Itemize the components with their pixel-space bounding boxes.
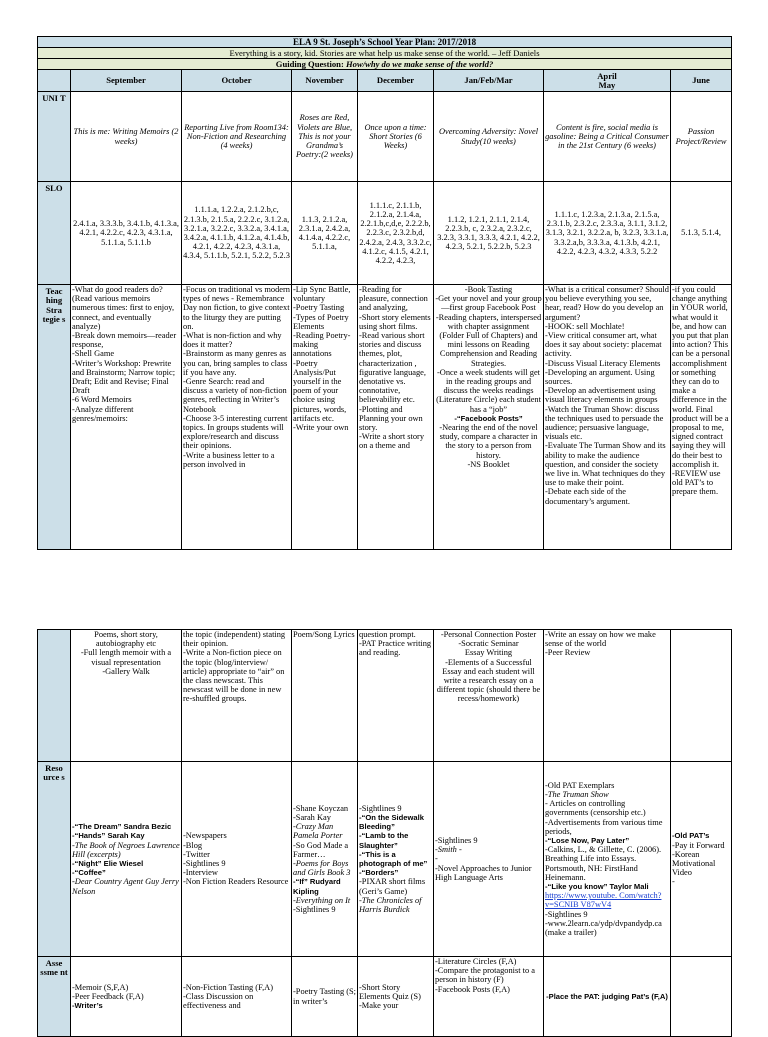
resource-item: - bbox=[672, 877, 675, 887]
assessment-item: -Poetry Tasting (S; in writer’s bbox=[293, 987, 356, 1006]
teaching-december bbox=[358, 285, 434, 550]
teaching-item: -Write a short story on a theme and bbox=[359, 432, 425, 451]
resources-september bbox=[71, 762, 182, 957]
resource-item: -Old PAT Exemplars bbox=[545, 780, 615, 790]
resource-item: -Korean Motivational Video bbox=[672, 849, 716, 878]
resource-item: - bbox=[435, 854, 438, 864]
resource-item: -Shane Koyczan bbox=[293, 803, 349, 813]
row-label-resources: Reso urce s bbox=[38, 762, 71, 957]
assessment-item: -Facebook Posts (F,A) bbox=[435, 984, 510, 994]
resource-item: -“Like you know” Taylor Mali bbox=[545, 882, 649, 891]
teaching-item: -Genre Search: read and discuss a variety of non-fiction genres, reflecting in Writer’s Notebook bbox=[183, 377, 287, 414]
assessment-item: -Make your bbox=[359, 1001, 399, 1011]
teaching-item: -Writer’s Workshop: Prewrite and Brainstorm; Narrow topic; Draft; Edit and Revise; Final Draft bbox=[72, 358, 176, 396]
teaching-item: -What is a critical consumer? Should you believe everything you see, hear, read? How do you develop an argument? bbox=[545, 285, 669, 322]
teaching-cont-jan-feb-mar bbox=[434, 630, 544, 762]
teaching-item: -Personal Connection Poster bbox=[440, 630, 537, 639]
teaching-item: -Read various short stories and discuss themes, plot, characterization , figurative language, denotative vs. connotative, believability etc. bbox=[359, 331, 426, 405]
teaching-item: -Write your own bbox=[293, 423, 349, 433]
teaching-item: -Elements of a Successful Essay and each student will write a research essay on a different topic (should there be recess/homework) bbox=[436, 657, 541, 704]
assessment-item: -Class Discussion on effectiveness and bbox=[183, 991, 254, 1011]
teaching-item: -Developing an argument. Using sources. bbox=[545, 367, 655, 387]
unit-september: This is me: Writing Memoirs (2 weeks) bbox=[71, 92, 182, 182]
resource-item: -Sightlines 9 bbox=[545, 909, 588, 919]
assessment-item: -Short Story Elements Quiz (S) bbox=[359, 982, 421, 1001]
resource-item: - Articles on controlling governments (censorship etc.) bbox=[545, 799, 646, 818]
teaching-item: -“Facebook Posts” bbox=[454, 413, 523, 423]
resource-item: -Sightlines 9 bbox=[359, 803, 402, 813]
resources-june bbox=[671, 762, 732, 957]
teaching-cont-october bbox=[182, 630, 292, 762]
teaching-item: -Evaluate The Turman Show and its ability to make the audience question, and consider the society we live in. What techniques do they use to make their point. bbox=[545, 441, 666, 488]
teaching-item: -Write a business letter to a person involved in bbox=[183, 450, 275, 469]
teaching-item: -Gallery Walk bbox=[102, 666, 150, 676]
teaching-september bbox=[71, 285, 182, 550]
teaching-item: -Short story elements using short films. bbox=[359, 312, 431, 331]
resource-item: -“The Dream” Sandra Bezic bbox=[72, 822, 172, 832]
teaching-item: -Book Tasting bbox=[464, 285, 513, 294]
teaching-item: -What do good readers do? (Read various memoirs numerous times: first to enjoy, connect, and eventually analyze) bbox=[72, 285, 175, 331]
teaching-item: -Reading chapters, interspersed with chapter assignment (Folder Full of Chapters) and mini lessons on Reading Comprehension and Reading Strategies. bbox=[435, 312, 542, 368]
teaching-item: -Write an essay on how we make sense of the world bbox=[545, 630, 656, 649]
resource-item: -Sightlines 9 bbox=[183, 859, 226, 868]
teaching-item: -Poetry Tasting bbox=[293, 303, 345, 313]
resource-item: -Non Fiction Readers Resource bbox=[183, 877, 289, 887]
resource-item: -“If” Rudyard Kipling bbox=[293, 877, 341, 896]
teaching-item: -Once a week students will get in the reading groups and discuss the weeks readings (Literature Circle) each student has a “job” bbox=[436, 367, 541, 414]
teaching-jan-feb-mar bbox=[434, 285, 544, 550]
teaching-item: -What is non-fiction and why does it matter? bbox=[183, 331, 282, 350]
teaching-item: question prompt. bbox=[359, 630, 416, 639]
unit-october: Reporting Live from Room134: Non-Fiction and Researching (4 weeks) bbox=[182, 92, 292, 182]
teaching-item: -Develop an advertisement using visual literacy elements in groups bbox=[545, 386, 658, 405]
teaching-item: -Shell Game bbox=[72, 349, 115, 359]
month-jan-feb-mar: Jan/Feb/Mar bbox=[434, 70, 544, 92]
page-title: ELA 9 St. Joseph’s School Year Plan: 2017/2018 bbox=[38, 37, 732, 48]
teaching-item: -Plotting and Planning your own story. bbox=[359, 404, 423, 433]
year-plan-table-page-2 bbox=[37, 629, 732, 1037]
teaching-item: Essay Writing bbox=[464, 648, 513, 658]
resource-item: -“Lamb to the Slaughter” bbox=[359, 831, 409, 850]
assessment-item: -Place the PAT: judging Pat’s (F,A) bbox=[546, 991, 668, 1001]
teaching-item: -HOOK: sell Mochlate! bbox=[545, 321, 625, 331]
corner-cell bbox=[38, 70, 71, 92]
row-label-teaching-strategies: Teac hing Stra tegie s bbox=[38, 285, 71, 550]
row-label-assessment: Asse ssme nt bbox=[38, 957, 71, 1037]
teaching-item: -Watch the Truman Show: discuss the techniques used to persuade the audience; persuasive language, visuals etc. bbox=[545, 404, 664, 442]
resource-item: -“On the Sidewalk Bleeding” bbox=[359, 812, 424, 832]
teaching-item: Poem/Song Lyrics bbox=[293, 630, 355, 639]
slo-april-may: 1.1.1.c, 1.2.3.a, 2.1.3.a, 2.1.5.a, 2.3.1.b, 2.3.2.c, 2.3.3.a, 3.1.1, 3.1.2, 3.1.3, 3.2.1, 3.2.2.a, b, 3.2.3, 3.3.1.a, 3.3.2.a,b, 3.3.3.a, 4.1.3.b, 4.2.1, 4.2.2, 4.2.3, 4.3.2, 4.3.3, 5.2.2 bbox=[544, 182, 671, 285]
teaching-cont-november bbox=[292, 630, 358, 762]
teaching-item: -Debate each side of the documentary’s argument. bbox=[545, 487, 630, 506]
assessment-september bbox=[71, 957, 182, 1037]
teaching-item: -Nearing the end of the novel study, compare a character in the story to a person from history. bbox=[439, 423, 538, 460]
resources-december bbox=[358, 762, 434, 957]
teaching-item: -Write a Non-fiction piece on the topic (blog/interview/ article) appropriate to “air” on the class newscast. This newscast will be done in new re-shuffled groups. bbox=[183, 648, 285, 704]
teaching-cont-september bbox=[71, 630, 182, 762]
resource-item: -Blog bbox=[183, 840, 203, 850]
month-april-may bbox=[544, 70, 671, 92]
teaching-item: -View critical consumer art, what does it say about society: placemat activity. bbox=[545, 331, 662, 359]
teaching-item: -Brainstorm as many genres as you can, bring samples to class if you have any. bbox=[183, 349, 288, 377]
assessment-item: -Non-Fiction Tasting (F,A) bbox=[183, 982, 274, 992]
resource-item: -Crazy Man Pamela Porter bbox=[293, 822, 343, 841]
assessment-december bbox=[358, 957, 434, 1037]
resource-item: -“Borders” bbox=[359, 868, 399, 878]
assessment-june bbox=[671, 957, 732, 1037]
resources-jan-feb-mar bbox=[434, 762, 544, 957]
guiding-question bbox=[38, 59, 732, 70]
row-label-teaching-continued bbox=[38, 630, 71, 762]
teaching-april-may bbox=[544, 285, 671, 550]
unit-jan-feb-mar: Overcoming Adversity: Novel Study(10 weeks) bbox=[434, 92, 544, 182]
teaching-item: -Peer Review bbox=[545, 648, 591, 658]
teaching-item: -Break down memoirs—reader response, bbox=[72, 331, 177, 350]
resources-november bbox=[292, 762, 358, 957]
resource-item: -Calkins, L., & Gillette, C. (2006). Breathing Life into Essays. Portsmouth, NH: FirstHand Heinemann. bbox=[545, 845, 662, 882]
assessment-item: -Compare the protagonist to a person in history (F) bbox=[435, 966, 536, 985]
assessment-jan-feb-mar bbox=[434, 957, 544, 1037]
slo-september: 2.4.1.a, 3.3.3.b, 3.4.1.b, 4.1.3.a, 4.2.1, 4.2.2.c, 4.2.3, 4.3.1.a, 5.1.1.a, 5.1.1.b bbox=[71, 182, 182, 285]
month-june: June bbox=[671, 70, 732, 92]
unit-november: Roses are Red, Violets are Blue, This is not your Grandma’s Poetry:(2 weeks) bbox=[292, 92, 358, 182]
month-december: December bbox=[358, 70, 434, 92]
assessment-october bbox=[182, 957, 292, 1037]
teaching-item: -Lip Sync Battle, voluntary bbox=[293, 285, 351, 304]
resource-item: -Twitter bbox=[183, 849, 210, 859]
assessment-item: -Memoir (S,F,A) bbox=[72, 982, 129, 992]
assessment-item: -Peer Feedback (F,A) bbox=[72, 991, 144, 1001]
teaching-item: -Types of Poetry Elements bbox=[293, 312, 349, 331]
teaching-item: -Focus on traditional vs modern types of news - Remembrance Day non fiction, to give context to the liturgy they are putting on. bbox=[183, 285, 290, 331]
slo-november: 1.1.3, 2.1.2.a, 2.3.1.a, 2.4.2.a, 4.1.4.a, 4.2.2.c, 5.1.1.a, bbox=[292, 182, 358, 285]
row-label-slo: SLO bbox=[38, 182, 71, 285]
teaching-item: -Socratic Seminar bbox=[458, 639, 519, 649]
row-label-unit: UNI T bbox=[38, 92, 71, 182]
month-september: September bbox=[71, 70, 182, 92]
resources-october bbox=[182, 762, 292, 957]
youtube-link[interactable]: https://www.youtube. Com/watch?v=SCNIB V87wV4 bbox=[545, 891, 662, 910]
teaching-item: -6 Word Memoirs bbox=[72, 395, 132, 405]
slo-june: 5.1.3, 5.1.4, bbox=[671, 182, 732, 285]
resource-item: -Newspapers bbox=[183, 831, 227, 841]
resources-april-may bbox=[544, 762, 671, 957]
guiding-question-label: Guiding Question: bbox=[275, 59, 344, 69]
teaching-cont-december bbox=[358, 630, 434, 762]
month-may: May bbox=[598, 79, 616, 90]
month-april: April bbox=[597, 70, 617, 81]
resource-item: -Interview bbox=[183, 868, 218, 878]
teaching-item: -Get your novel and your group—first group Facebook Post bbox=[435, 294, 542, 313]
teaching-item: -Analyze different genres/memoirs: bbox=[72, 404, 134, 423]
slo-jan-feb-mar: 1.1.2, 1.2.1, 2.1.1, 2.1.4, 2.2.3.b, c, 2.3.2.a, 2.3.2.c, 3.2.3, 3.3.1, 3.3.3, 4.2.1, 4.2.2, 4.2.3, 5.2.1, 5.2.2.b, 5.2.3 bbox=[434, 182, 544, 285]
unit-june: Passion Project/Review bbox=[671, 92, 732, 182]
teaching-item: -Reading for pleasure, connection and analyzing, bbox=[359, 285, 428, 313]
teaching-item: -if you could change anything in YOUR world, what would it be, and how can you put that plan into action? This can be a personal accomplishment or something they can do to make a difference in the world. Final product will be a proposal to me, signed contract saying they will do their best to accomplish it. bbox=[672, 285, 730, 469]
teaching-item: -Discuss Visual Literacy Elements bbox=[545, 358, 661, 368]
teaching-item: -NS Booklet bbox=[467, 459, 510, 469]
resource-item: -Pay it Forward bbox=[672, 840, 725, 850]
resource-item: -Sightlines 9 bbox=[435, 835, 478, 845]
assessment-item: -Literature Circles (F,A) bbox=[435, 957, 517, 966]
teaching-june bbox=[671, 285, 732, 550]
resource-item: -PIXAR short films (Geri’s Game) bbox=[359, 877, 426, 896]
opening-quote: Everything is a story, kid. Stories are what help us make sense of the world. – Jeff Daniels bbox=[38, 48, 732, 59]
resource-item: -www.2learn.ca/ydp/dvpandydp.ca (make a trailer) bbox=[545, 918, 662, 938]
assessment-item: -Writer’s bbox=[72, 1001, 103, 1011]
resource-item: -Sightlines 9 bbox=[293, 905, 336, 915]
month-october: October bbox=[182, 70, 292, 92]
resource-item: -Sarah Kay bbox=[293, 812, 331, 822]
resource-item: -“Hands” Sarah Kay bbox=[72, 831, 145, 841]
teaching-cont-april-may bbox=[544, 630, 671, 762]
unit-december: Once upon a time: Short Stories (6 Weeks) bbox=[358, 92, 434, 182]
teaching-item: -Choose 3-5 interesting current topics. In groups students will explore/research and discuss their opinions. bbox=[183, 413, 288, 451]
unit-april-may: Content is fire, social media is gasoline: Being a Critical Consumer in the 21st Century (6 weeks) bbox=[544, 92, 671, 182]
resource-item: -Old PAT’s bbox=[672, 831, 710, 841]
resource-item: -The Chronicles of Harris Burdick bbox=[359, 895, 422, 915]
month-november: November bbox=[292, 70, 358, 92]
resource-item: -The Truman Show bbox=[545, 789, 609, 799]
teaching-cont-june bbox=[671, 630, 732, 762]
resource-item: -“Night” Elie Wiesel bbox=[72, 859, 144, 868]
assessment-november bbox=[292, 957, 358, 1037]
resource-item: -“Coffee” bbox=[72, 868, 106, 878]
resource-item: -Smith - bbox=[435, 845, 462, 855]
resource-item: -The Book of Negroes Lawrence Hill (excerpts) bbox=[72, 840, 180, 859]
teaching-item: the topic (independent) stating their opinion. bbox=[183, 630, 286, 649]
resource-item: -So God Made a Farmer… bbox=[293, 840, 349, 859]
teaching-item: -REVIEW use old PAT’s to prepare them. bbox=[672, 469, 721, 497]
teaching-item: -Poetry Analysis/Put yourself in the poem of your choice using pictures, words, artifacts etc. bbox=[293, 358, 347, 423]
resource-item: -Everything on It bbox=[293, 895, 351, 905]
resource-item: -Dear Country Agent Guy Jerry Nelson bbox=[72, 877, 179, 896]
slo-october: 1.1.1.a, 1.2.2.a, 2.1.2.b,c, 2.1.3.b, 2.1.5.a, 2.2.2.c, 3.1.2.a, 3.2.1.a, 3.2.2.c, 3.3.2.a, 3.4.1.a, 3.4.2.a, 4.1.1.b, 4.1.2.a, 4.1.4.b, 4.2.1, 4.2.2, 4.2.3, 4.3.1.a, 4.3.4, 5.1.1.b, 5.2.1, 5.2.2, 5.2.3 bbox=[182, 182, 292, 285]
slo-december: 1.1.1.c, 2.1.1.b, 2.1.2.a, 2.1.4.a, 2.2.1.b,c,d,e, 2.2.2.b, 2.2.3.c, 2.3.2.b,d, 2.4.2.a, 2.4.3, 3.3.2.c, 4.1.2.c, 4.1.5, 4.2.1, 4.2.2, 4.2.3, bbox=[358, 182, 434, 285]
guiding-question-text: How/why do we make sense of the world? bbox=[345, 59, 494, 69]
year-plan-table-page-1 bbox=[37, 36, 732, 550]
teaching-item: Poems, short story, autobiography etc bbox=[94, 630, 158, 649]
teaching-item: -Full length memoir with a visual representation bbox=[80, 648, 172, 667]
resource-item: -Poems for Boys and Girls Book 3 bbox=[293, 859, 351, 878]
assessment-april-may bbox=[544, 957, 671, 1037]
resource-item: -“Lose Now, Pay Later” bbox=[545, 835, 630, 845]
resource-item: -“This is a photograph of me” bbox=[359, 849, 428, 868]
teaching-item: -PAT Practice writing and reading. bbox=[359, 639, 432, 658]
teaching-item: -Reading Poetry-making annotations bbox=[293, 331, 351, 359]
teaching-november bbox=[292, 285, 358, 550]
teaching-october bbox=[182, 285, 292, 550]
resource-item: -Novel Approaches to Junior High Language Arts bbox=[435, 863, 532, 882]
resource-item: -Advertisements from various time periods, bbox=[545, 817, 663, 836]
